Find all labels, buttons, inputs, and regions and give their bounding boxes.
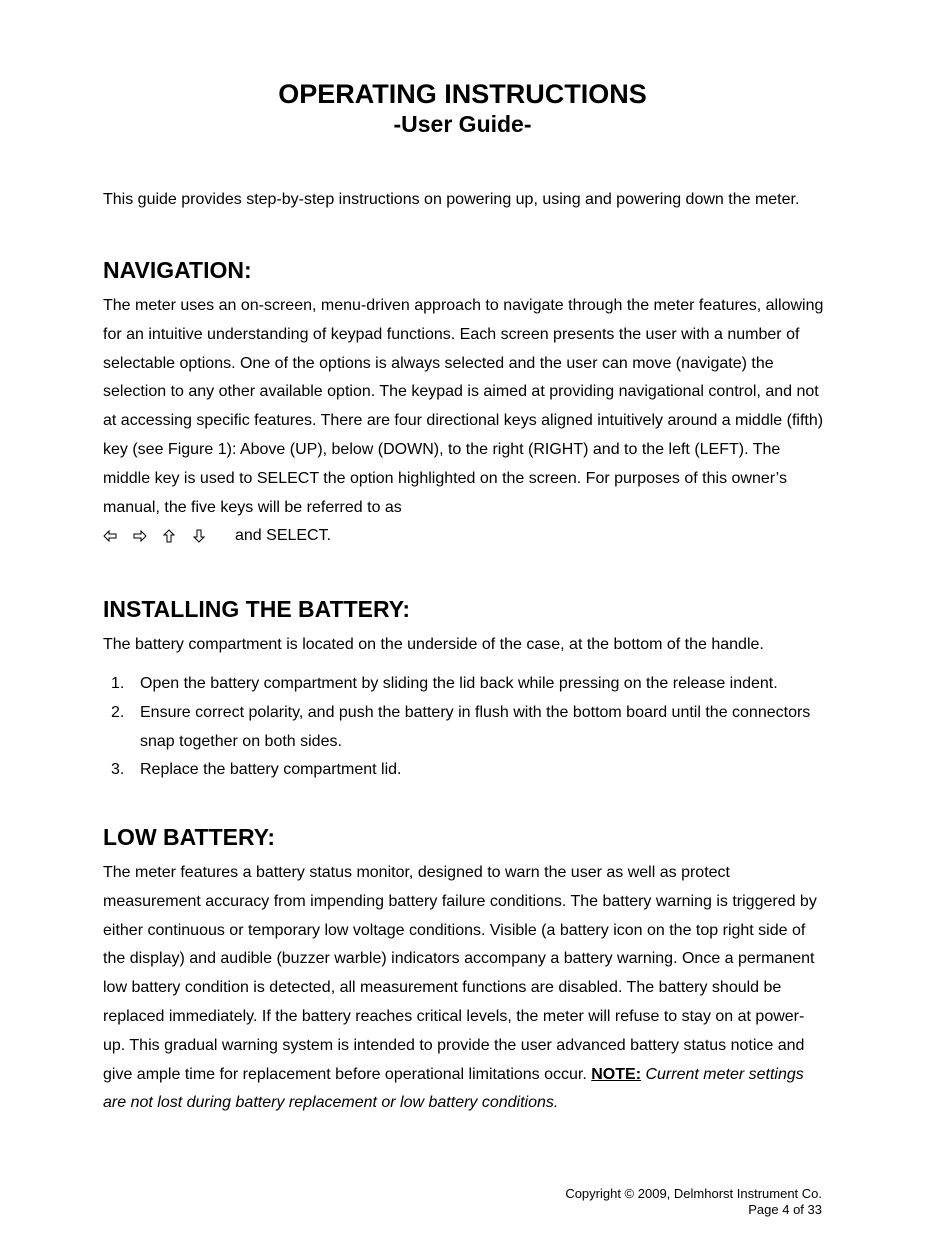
- step-number: 3.: [111, 761, 125, 779]
- navigation-paragraph: The meter uses an on-screen, menu-driven approach to navigate through the meter features, allowing for an intuitive understanding of keypad functions. Each screen presents the user with a number of selectable options. One of the options is always selected and the user can move (navigate) the selection to any other available option. The keypad is aimed at providing navigational control, and not at accessing specific features. There are four directional keys aligned intuitively around a middle (fifth) key (see Figure 1): Above (UP), below (DOWN), to the right (RIGHT) and to the left (LEFT). The middle key is used to SELECT the option highlighted on the screen. For purposes of this owner’s manual, the five keys will be referred to as: [103, 297, 824, 516]
- step-text: Replace the battery compartment lid.: [140, 761, 402, 779]
- low-battery-body: The meter features a battery status monitor, designed to warn the user as well as protect measurement accuracy from impending battery failure conditions. The battery warning is triggered by either continuous or temporary low voltage conditions. Visible (a battery icon on the top right side of the display) and audible (buzzer warble) indicators accompany a battery warning. Once a permanent low battery condition is detected, all measurement functions are disabled. The battery should be replaced immediately. If the battery reaches critical levels, the meter will refuse to stay on at power-up. This gradual warning system is intended to provide the user advanced battery status notice and give ample time for replacement before operational limitations occur.: [103, 864, 817, 1083]
- right-arrow-icon: [133, 530, 163, 542]
- low-battery-paragraph: [103, 859, 825, 1118]
- navigation-heading: NAVIGATION:: [103, 257, 252, 283]
- keys-suffix-text: and SELECT.: [235, 527, 332, 544]
- list-item: [103, 670, 825, 699]
- step-text: Open the battery compartment by sliding the lid back while pressing on the release indent.: [140, 675, 778, 692]
- step-text: Ensure correct polarity, and push the battery in flush with the bottom board until the connectors snap together on both sides.: [140, 703, 811, 750]
- page-subtitle: -User Guide-: [393, 111, 532, 137]
- list-item: [103, 756, 825, 785]
- note-label: NOTE:: [591, 1065, 642, 1083]
- battery-intro: The battery compartment is located on the underside of the case, at the bottom of the handle.: [103, 636, 764, 653]
- battery-heading: INSTALLING THE BATTERY:: [103, 596, 411, 622]
- up-arrow-icon: [163, 529, 193, 543]
- intro-paragraph: This guide provides step-by-step instructions on powering up, using and powering down the meter.: [103, 191, 800, 208]
- note-text: Current meter settings are not lost during battery replacement or low battery conditions.: [103, 1065, 804, 1112]
- page-title: OPERATING INSTRUCTIONS: [278, 79, 647, 109]
- copyright-text: Copyright © 2009, Delmhorst Instrument Co.: [565, 1186, 822, 1201]
- step-number: 1.: [111, 675, 125, 692]
- page-number: Page 4 of 33: [748, 1202, 822, 1217]
- navigation-keys-line: [103, 522, 331, 550]
- low-battery-heading: LOW BATTERY:: [103, 824, 276, 850]
- left-arrow-icon: [103, 530, 133, 542]
- list-item: [103, 699, 825, 757]
- page-footer: [565, 1186, 822, 1218]
- down-arrow-icon: [193, 529, 223, 543]
- step-number: 2.: [111, 703, 125, 721]
- battery-steps-list: [103, 670, 825, 785]
